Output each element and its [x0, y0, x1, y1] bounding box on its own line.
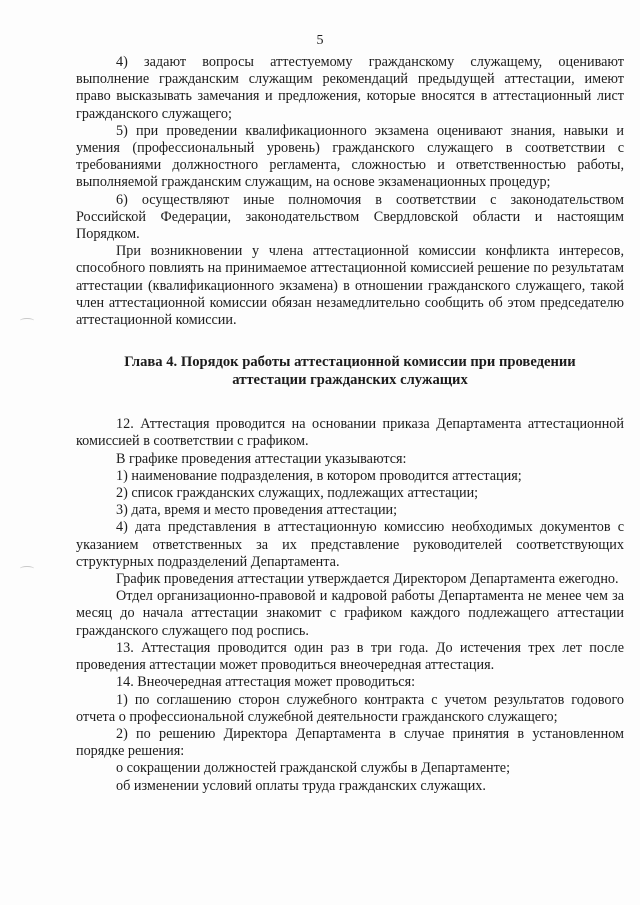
schedule-intro: В графике проведения аттестации указываются: [116, 450, 407, 467]
hr-department-paragraph: Отдел организационно-правовой и кадровой работы Департамента не менее чем за месяц до начала аттестации знакомит с графиком каждого подлежащего аттестации гражданского служащего под роспись. [76, 588, 624, 639]
conflict-of-interest-paragraph: При возникновении у члена аттестационной комиссии конфликта интересов, способного повлиять на принимаемое аттестационной комиссией решение по результатам аттестации (квалификационного экзамена) в отношении гражданского служащего, такой член аттестационной комиссии обязан незамедлительно сообщить об этом председателю аттестационной комиссии. [76, 243, 624, 329]
chapter-heading-line-1: Глава 4. Порядок работы аттестационной комиссии при проведении [124, 354, 576, 371]
clause-14-subitem-2: об изменении условий оплаты труда гражданских служащих. [116, 777, 486, 794]
clause-12: 12. Аттестация проводится на основании приказа Департамента аттестационной комиссией в соответствии с графиком. [76, 416, 624, 450]
clause-14-item-1: 1) по соглашению сторон служебного контракта с учетом результатов годового отчета о профессиональной служебной деятельности гражданского служащего; [76, 691, 624, 725]
clause-14: 14. Внеочередная аттестация может проводиться: [116, 674, 416, 691]
chapter-heading-line-2: аттестации гражданских служащих [232, 371, 468, 388]
schedule-approval: График проведения аттестации утверждается Директором Департамента ежегодно. [116, 571, 619, 588]
chapter-heading [76, 354, 624, 389]
scan-artifact [20, 566, 34, 571]
document-body [76, 54, 624, 795]
clause-14-item-2: 2) по решению Директора Департамента в случае принятия в установленном порядке решения: [76, 725, 624, 760]
schedule-item-2: 2) список гражданских служащих, подлежащих аттестации; [116, 485, 479, 502]
clause-13: 13. Аттестация проводится один раз в три года. До истечения трех лет после проведения аттестации может проводиться внеочередная аттестация. [76, 639, 624, 674]
page-number: 5 [316, 33, 324, 48]
list-item-4: 4) задают вопросы аттестуемому гражданскому служащему, оценивают выполнение гражданским служащим рекомендаций предыдущей аттестации, имеют право высказывать замечания и предложения, которые вносятся в аттестационный лист гражданского служащего; [76, 54, 624, 122]
schedule-item-3: 3) дата, время и место проведения аттестации; [116, 502, 398, 519]
list-item-6: 6) осуществляют иные полномочия в соответствии с законодательством Российской Федерации, законодательством Свердловской области и настоящим Порядком. [76, 191, 624, 243]
scan-artifact [20, 318, 34, 323]
schedule-item-4: 4) дата представления в аттестационную комиссию необходимых документов с указанием ответственных за их представление руководителей соответствующих структурных подразделений Департамента. [76, 519, 624, 570]
list-item-5: 5) при проведении квалификационного экзамена оценивают знания, навыки и умения (профессиональный уровень) гражданского служащего в соответствии с требованиями должностного регламента, сложностью и ответственностью работы, выполняемой гражданским служащим, на основе экзаменационных процедур; [76, 122, 624, 191]
schedule-item-1: 1) наименование подразделения, в котором проводится аттестация; [116, 467, 522, 484]
clause-14-subitem-1: о сокращении должностей гражданской службы в Департаменте; [116, 760, 511, 777]
